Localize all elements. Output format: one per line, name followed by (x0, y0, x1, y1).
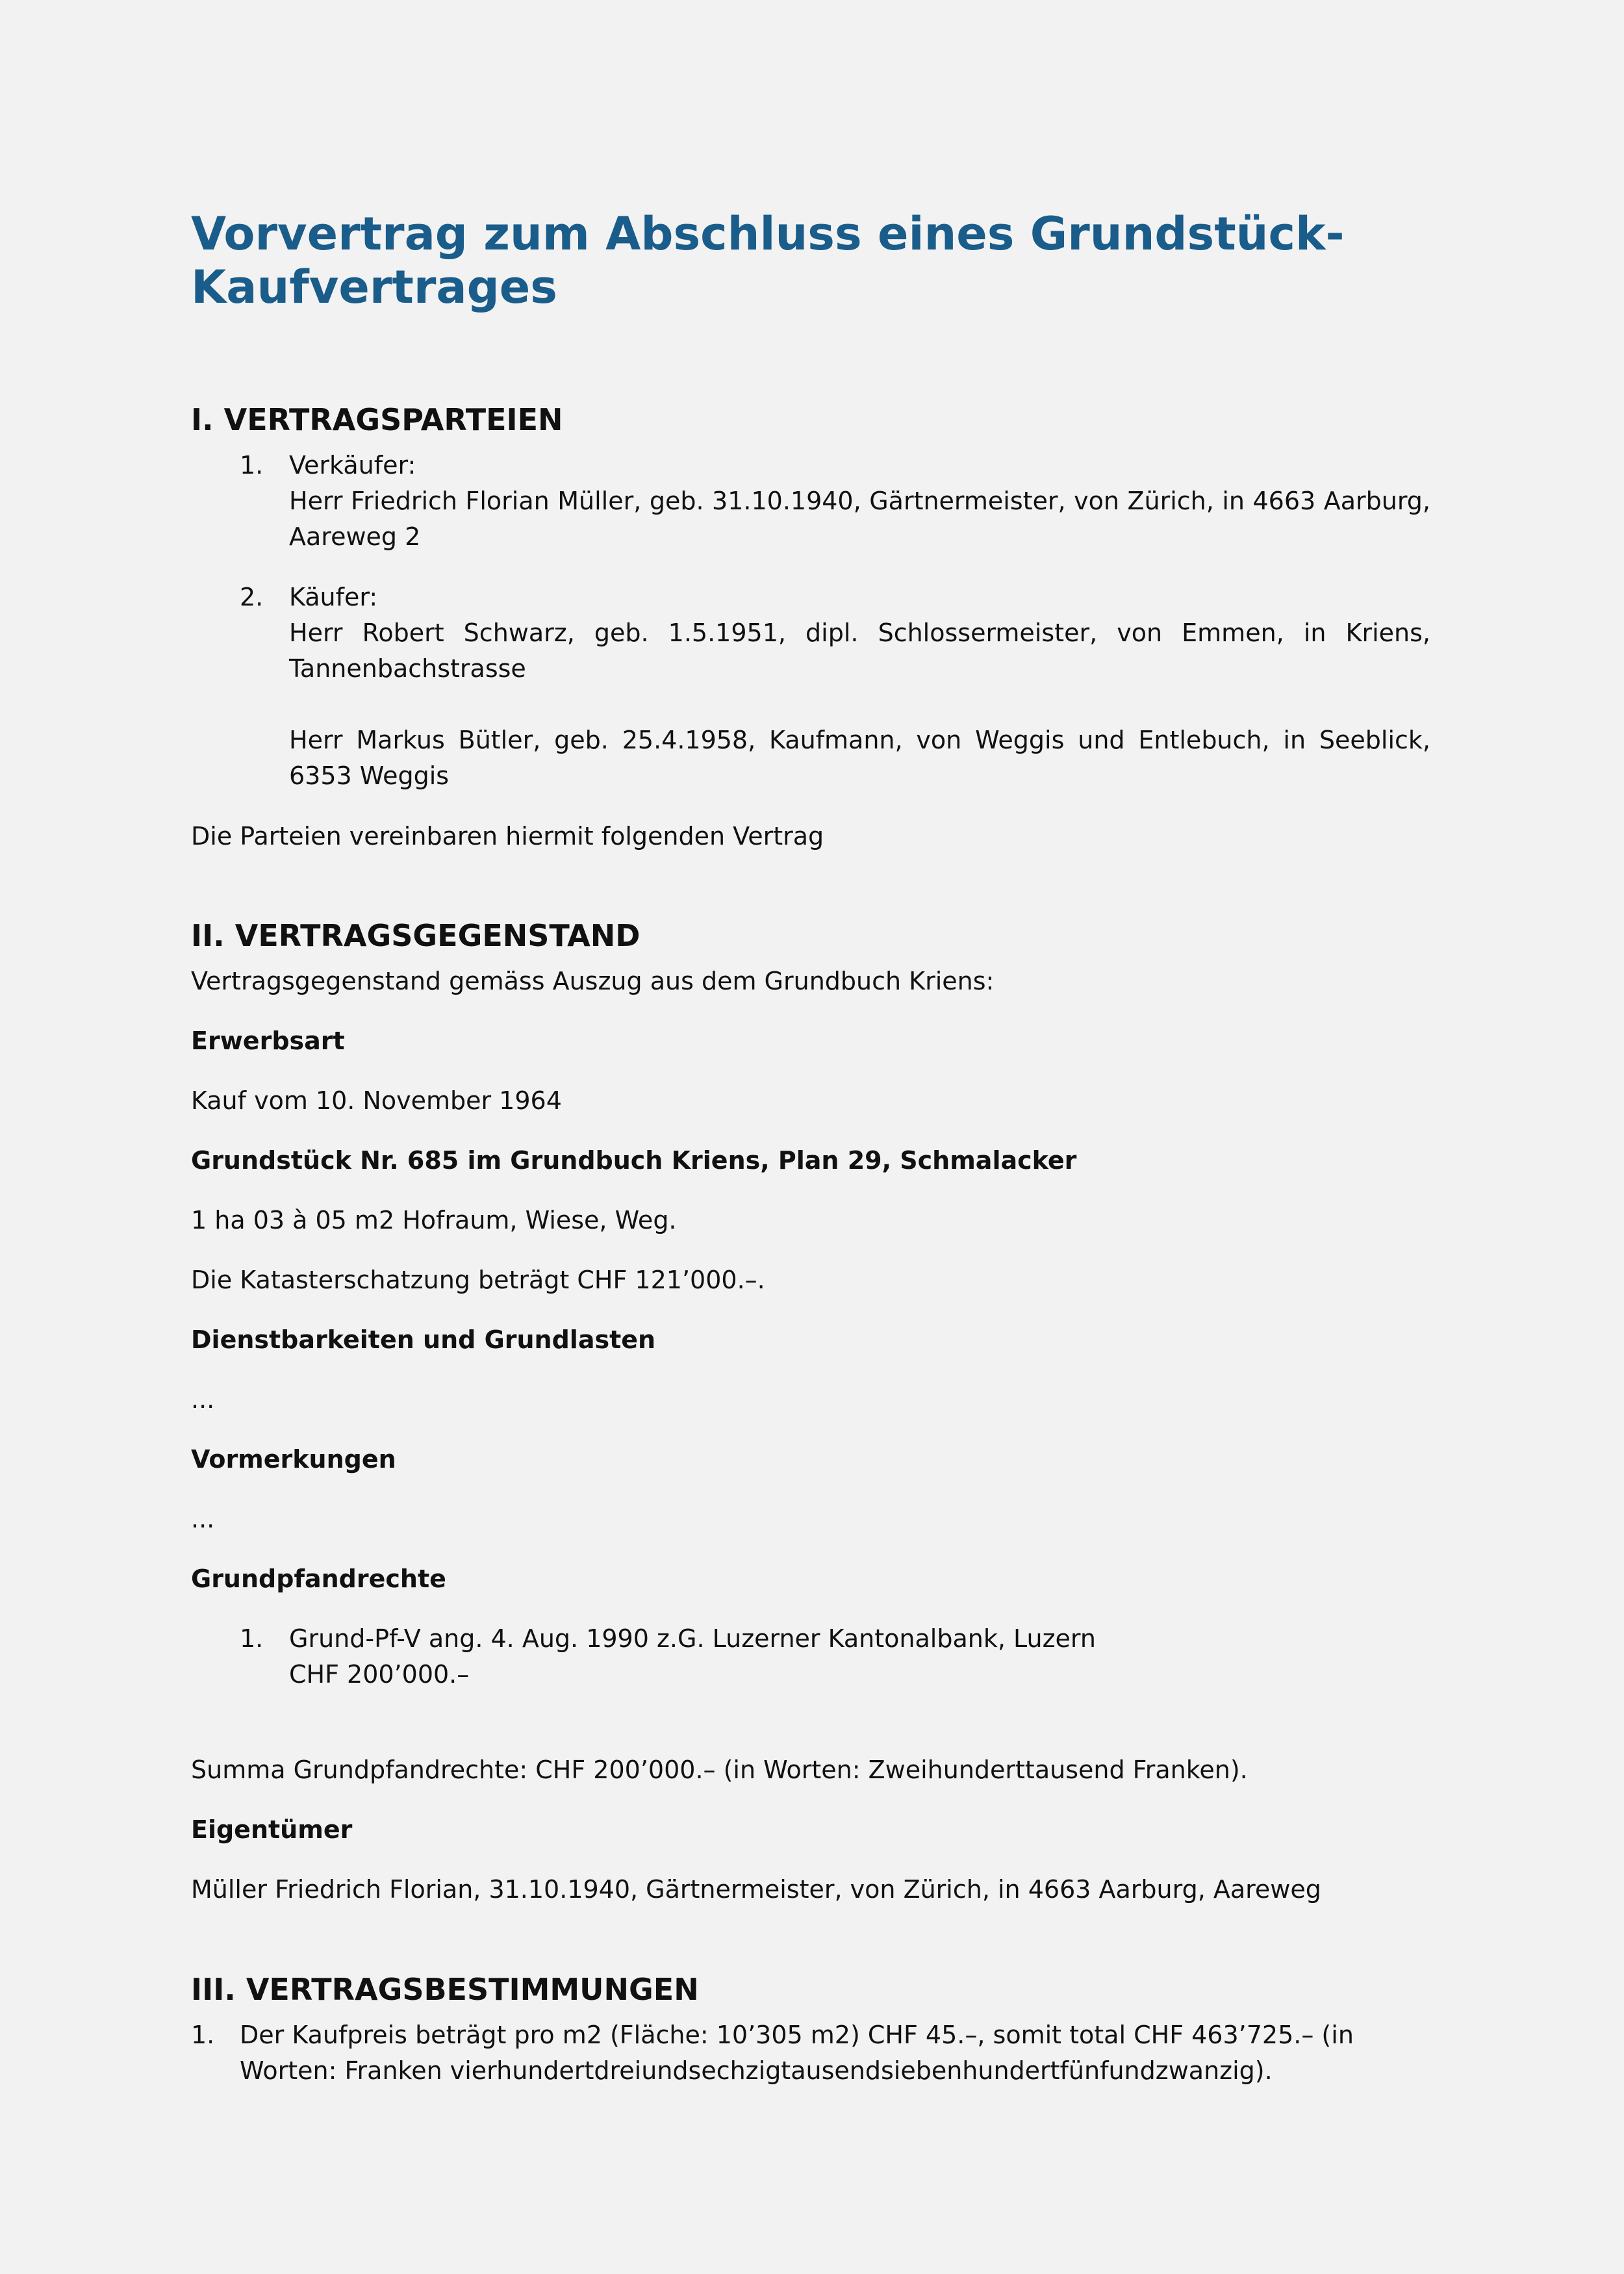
party-item-seller (191, 448, 1430, 555)
document-page (191, 195, 1430, 2089)
grundpfand-line-2: CHF 200’000.– (289, 1660, 470, 1689)
provision-item (191, 2017, 1430, 2089)
section-heading-subject: II. VERTRAGSGEGENSTAND (191, 918, 641, 953)
title-line-1: Vorvertrag zum Abschluss eines Grundstück- (191, 207, 1345, 261)
vormerkungen-value: ... (191, 1505, 215, 1533)
list-number: 1. (191, 2021, 215, 2049)
buyer-label: Käufer: (289, 583, 378, 611)
seller-label: Verkäufer: (289, 451, 416, 479)
title-line-2: Kaufvertrages (191, 261, 557, 314)
dienstbarkeiten-label: Dienstbarkeiten und Grundlasten (191, 1325, 656, 1354)
grundstueck-label: Grundstück Nr. 685 im Grundbuch Kriens, Plan 29, Schmalacker (191, 1146, 1077, 1175)
buyer-details-1: Herr Robert Schwarz, geb. 1.5.1951, dipl. Schlossermeister, von Emmen, in Kriens, Tannenbachstrasse (289, 619, 1430, 683)
section-heading-provisions: III. VERTRAGSBESTIMMUNGEN (191, 1972, 699, 2007)
dienstbarkeiten-value: ... (191, 1385, 215, 1414)
section-heading-parties: I. VERTRAGSPARTEIEN (191, 402, 563, 437)
subject-intro: Vertragsgegenstand gemäss Auszug aus dem Grundbuch Kriens: (191, 967, 995, 995)
grundpfand-line-1: Grund-Pf-V ang. 4. Aug. 1990 z.G. Luzerner Kantonalbank, Luzern (289, 1624, 1096, 1653)
provision-text: Der Kaufpreis beträgt pro m2 (Fläche: 10’305 m2) CHF 45.–, somit total CHF 463’725.– (in Worten: Franken vierhundertdreiundsechzigtausendsiebenhundertfünfundzwanzig). (240, 2021, 1354, 2085)
parties-closing: Die Parteien vereinbaren hiermit folgenden Vertrag (191, 822, 824, 850)
eigentuemer-value: Müller Friedrich Florian, 31.10.1940, Gärtnermeister, von Zürich, in 4663 Aarburg, Aareweg (191, 1875, 1321, 1904)
grundpfand-item (191, 1621, 1430, 1693)
grundstueck-area: 1 ha 03 à 05 m2 Hofraum, Wiese, Weg. (191, 1206, 677, 1234)
seller-details: Herr Friedrich Florian Müller, geb. 31.10.1940, Gärtnermeister, von Zürich, in 4663 Aarburg, Aareweg 2 (289, 487, 1430, 551)
list-number: 1. (240, 1624, 264, 1653)
list-number: 2. (240, 583, 264, 611)
document-title (191, 207, 1430, 314)
erwerbsart-label: Erwerbsart (191, 1027, 345, 1055)
eigentuemer-label: Eigentümer (191, 1815, 353, 1844)
vormerkungen-label: Vormerkungen (191, 1445, 396, 1474)
list-number: 1. (240, 451, 264, 479)
erwerbsart-value: Kauf vom 10. November 1964 (191, 1086, 562, 1115)
kataster-value: Die Katasterschatzung beträgt CHF 121’000.–. (191, 1266, 765, 1294)
buyer-details-2: Herr Markus Bütler, geb. 25.4.1958, Kaufmann, von Weggis und Entlebuch, in Seeblick, 6353 Weggis (289, 726, 1430, 790)
party-item-buyer (191, 580, 1430, 794)
grundpfandrechte-label: Grundpfandrechte (191, 1565, 446, 1593)
grundpfand-summa: Summa Grundpfandrechte: CHF 200’000.– (in Worten: Zweihunderttausend Franken). (191, 1756, 1248, 1784)
